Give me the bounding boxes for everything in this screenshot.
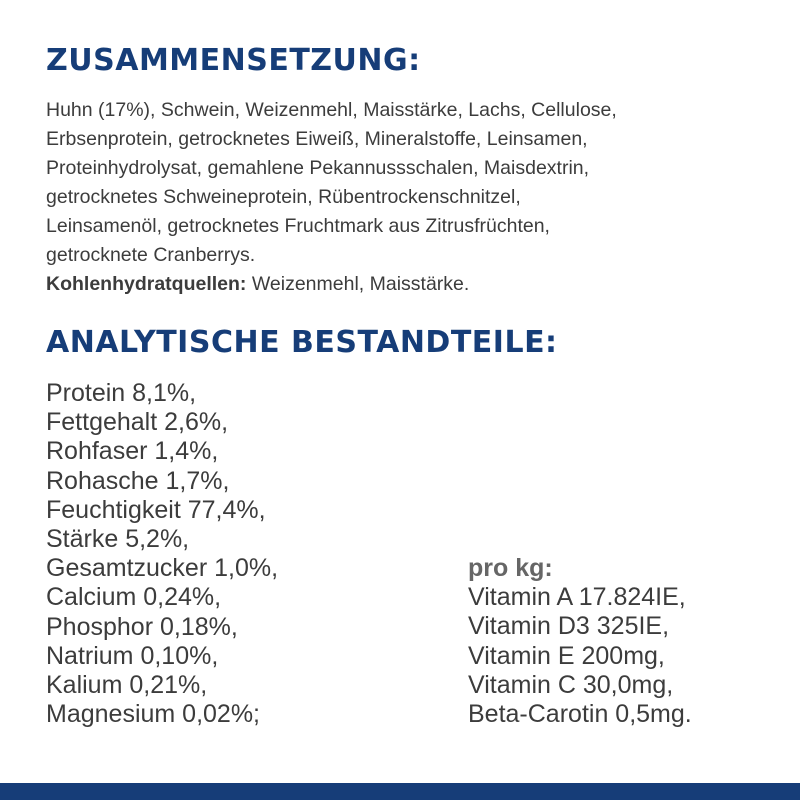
analysis-item: Phosphor 0,18%, [46, 612, 238, 641]
analysis-heading: ANALYTISCHE BESTANDTEILE: [46, 325, 558, 360]
analysis-item: Calcium 0,24%, [46, 583, 222, 612]
vitamin-item: Beta-Carotin 0,5mg. [468, 700, 692, 729]
composition-line: Erbsenprotein, getrocknetes Eiweiß, Mineralstoffe, Leinsamen, [46, 128, 588, 150]
analysis-item: Protein 8,1%, [46, 379, 197, 407]
composition-line: Huhn (17%), Schwein, Weizenmehl, Maisstärke, Lachs, Cellulose, [46, 99, 617, 121]
vitamin-item: Vitamin A 17.824IE, [468, 583, 686, 612]
analysis-item: Feuchtigkeit 77,4%, [46, 495, 266, 524]
analysis-item: Rohfaser 1,4%, [46, 437, 219, 466]
analysis-item: Gesamtzucker 1,0%, [46, 554, 279, 583]
composition-heading: ZUSAMMENSETZUNG: [46, 43, 421, 78]
bottom-bar [0, 783, 800, 800]
vitamin-item: Vitamin D3 325IE, [468, 612, 670, 641]
composition-text [46, 96, 776, 299]
vitamins-list [468, 554, 692, 729]
carbohydrate-sources [46, 270, 776, 299]
composition-line: getrocknetes Schweineprotein, Rübentrockenschnitzel, [46, 186, 521, 208]
analysis-item: Magnesium 0,02%; [46, 700, 261, 729]
analysis-item: Natrium 0,10%, [46, 641, 219, 670]
vitamins-heading: pro kg: [468, 554, 553, 582]
analysis-list [46, 379, 278, 729]
analysis-item: Kalium 0,21%, [46, 671, 208, 700]
vitamin-item: Vitamin E 200mg, [468, 641, 665, 670]
composition-line: Proteinhydrolysat, gemahlene Pekannussschalen, Maisdextrin, [46, 157, 590, 179]
carbohydrate-sources-value: Weizenmehl, Maisstärke. [246, 273, 470, 295]
vitamin-item: Vitamin C 30,0mg, [468, 670, 674, 699]
analysis-item: Fettgehalt 2,6%, [46, 408, 229, 437]
carbohydrate-sources-label: Kohlenhydratquellen: [46, 273, 247, 295]
composition-line: getrocknete Cranberrys. [46, 244, 256, 266]
analysis-item: Stärke 5,2%, [46, 525, 190, 554]
composition-line: Leinsamenöl, getrocknetes Fruchtmark aus Zitrusfrüchten, [46, 215, 550, 237]
analysis-item: Rohasche 1,7%, [46, 466, 230, 495]
